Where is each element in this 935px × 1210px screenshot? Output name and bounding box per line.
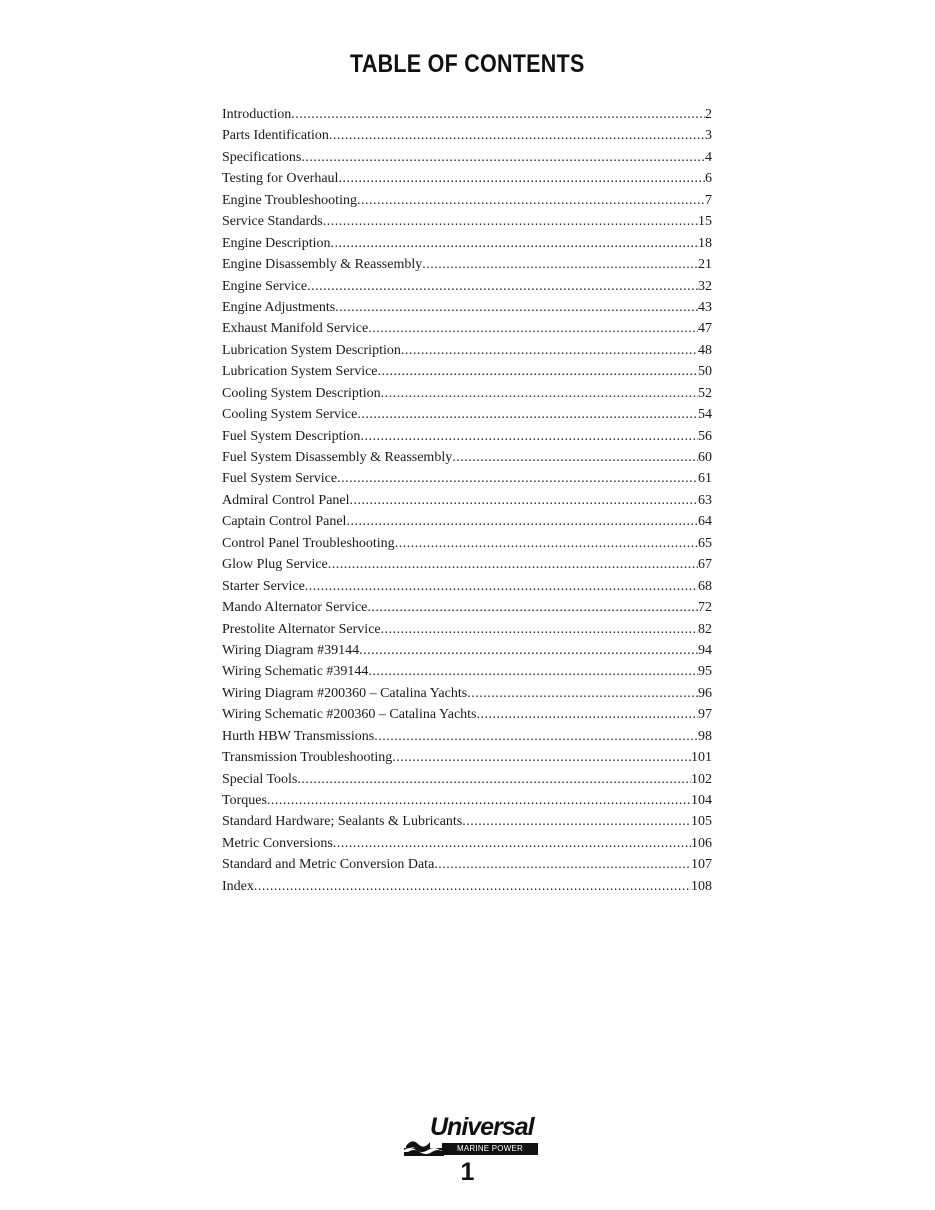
dot-leader [359, 640, 698, 661]
toc-entry-title: Exhaust Manifold Service [222, 321, 369, 337]
dot-leader [367, 597, 698, 618]
toc-entry-page: 106 [691, 835, 712, 851]
dot-leader [467, 683, 698, 704]
toc-entry-title: Fuel System Description [222, 428, 361, 444]
toc-entry-page: 60 [698, 450, 712, 465]
toc-entry-page: 15 [698, 214, 712, 230]
toc-entry-page: 18 [698, 235, 712, 251]
toc-entry-title: Admiral Control Panel [222, 492, 350, 508]
toc-entry [222, 533, 712, 554]
toc-entry-title: Starter Service [222, 578, 305, 594]
brand-tagline: MARINE POWER [442, 1143, 538, 1155]
toc-entry-page: 102 [691, 771, 712, 787]
toc-entry-page: 95 [698, 664, 712, 680]
toc-entry [222, 125, 712, 146]
toc-entry-page: 32 [698, 278, 712, 294]
toc-entry [222, 511, 712, 532]
toc-entry-title: Engine Adjustments [222, 299, 336, 315]
toc-entry-title: Standard Hardware; Sealants & Lubricants [222, 814, 463, 830]
toc-entry-title: Introduction [222, 107, 292, 122]
toc-entry [222, 554, 712, 575]
toc-entry [222, 297, 712, 318]
dot-leader [291, 104, 705, 125]
table-of-contents [222, 104, 712, 897]
toc-entry-title: Engine Description [222, 235, 331, 251]
toc-entry [222, 726, 712, 747]
toc-entry-title: Mando Alternator Service [222, 600, 368, 616]
toc-entry-title: Parts Identification [222, 128, 329, 144]
dot-leader [401, 340, 698, 361]
toc-entry [222, 490, 712, 511]
dot-leader [374, 726, 698, 747]
dot-leader [333, 833, 691, 854]
toc-entry-title: Fuel System Disassembly & Reassembly [222, 450, 453, 465]
toc-entry [222, 704, 712, 725]
toc-entry [222, 276, 712, 297]
toc-entry-page: 67 [698, 557, 712, 573]
toc-entry-page: 96 [698, 685, 712, 701]
toc-entry-page: 7 [705, 192, 712, 208]
toc-entry-page: 21 [698, 257, 712, 273]
toc-entry [222, 211, 712, 232]
toc-entry-page: 68 [698, 578, 712, 594]
toc-entry-title: Control Panel Troubleshooting [222, 535, 395, 551]
toc-entry [222, 254, 712, 275]
toc-entry-title: Transmission Troubleshooting [222, 750, 393, 766]
toc-entry-page: 107 [691, 857, 712, 873]
toc-entry-page: 63 [698, 492, 712, 508]
toc-entry [222, 340, 712, 361]
brand-name: Universal [430, 1113, 534, 1141]
dot-leader [360, 426, 698, 447]
toc-entry-page: 72 [698, 600, 712, 616]
toc-entry-title: Captain Control Panel [222, 514, 347, 530]
toc-entry-title: Engine Service [222, 278, 308, 294]
toc-entry [222, 769, 712, 790]
toc-entry [222, 147, 712, 168]
toc-entry-title: Testing for Overhaul [222, 171, 339, 187]
toc-entry-title: Wiring Schematic #39144 [222, 664, 369, 680]
page-number: 1 [460, 1158, 475, 1186]
toc-entry-page: 65 [698, 535, 712, 551]
dot-leader [392, 747, 691, 768]
toc-entry-page: 82 [698, 621, 712, 637]
dot-leader [368, 318, 698, 339]
toc-entry-title: Special Tools [222, 771, 298, 787]
toc-entry-page: 98 [698, 728, 712, 744]
toc-entry-title: Standard and Metric Conversion Data [222, 857, 435, 873]
dot-leader [477, 704, 698, 725]
toc-entry [222, 683, 712, 704]
toc-entry-title: Wiring Diagram #200360 – Catalina Yachts [222, 685, 468, 701]
toc-entry-title: Engine Disassembly & Reassembly [222, 257, 423, 273]
toc-entry-title: Metric Conversions [222, 835, 333, 851]
toc-entry-title: Fuel System Service [222, 471, 338, 487]
toc-entry [222, 811, 712, 832]
toc-entry-page: 108 [691, 878, 712, 894]
toc-entry-title: Wiring Schematic #200360 – Catalina Yachts [222, 707, 477, 723]
dot-leader [452, 447, 698, 468]
toc-entry-title: Index [222, 878, 254, 894]
toc-entry-page: 2 [705, 107, 712, 122]
toc-entry-page: 4 [705, 149, 712, 165]
page-title: TABLE OF CONTENTS [350, 50, 585, 78]
toc-entry-page: 50 [698, 364, 712, 380]
toc-entry-page: 3 [705, 128, 712, 144]
toc-entry-title: Wiring Diagram #39144 [222, 642, 360, 658]
toc-entry-title: Engine Troubleshooting [222, 192, 357, 208]
toc-entry-title: Hurth HBW Transmissions [222, 728, 375, 744]
universal-marine-power-logo [404, 1112, 536, 1156]
dot-leader [305, 576, 698, 597]
dot-leader [338, 168, 705, 189]
dot-leader [330, 233, 698, 254]
toc-entry [222, 383, 712, 404]
toc-entry [222, 661, 712, 682]
dot-leader [301, 147, 705, 168]
toc-entry [222, 361, 712, 382]
toc-entry [222, 576, 712, 597]
toc-entry [222, 104, 712, 125]
toc-entry [222, 747, 712, 768]
toc-entry [222, 426, 712, 447]
toc-entry-page: 52 [698, 385, 712, 401]
dot-leader [323, 211, 698, 232]
dot-leader [368, 661, 698, 682]
toc-entry-page: 43 [698, 299, 712, 315]
toc-entry-title: Cooling System Description [222, 385, 381, 401]
dot-leader [395, 533, 698, 554]
toc-entry-title: Glow Plug Service [222, 557, 328, 573]
dot-leader [254, 876, 691, 897]
dot-leader [462, 811, 691, 832]
dot-leader [381, 619, 698, 640]
toc-entry-page: 97 [698, 707, 712, 723]
dot-leader [357, 190, 705, 211]
toc-entry [222, 468, 712, 489]
toc-entry-page: 61 [698, 471, 712, 487]
toc-entry [222, 833, 712, 854]
dot-leader [267, 790, 691, 811]
toc-entry [222, 447, 712, 468]
toc-entry [222, 790, 712, 811]
toc-entry-page: 64 [698, 514, 712, 530]
toc-entry-page: 94 [698, 642, 712, 658]
toc-entry-title: Service Standards [222, 214, 323, 230]
toc-entry-page: 48 [698, 342, 712, 358]
toc-entry [222, 168, 712, 189]
toc-entry [222, 619, 712, 640]
toc-entry [222, 233, 712, 254]
dot-leader [329, 125, 705, 146]
toc-entry [222, 854, 712, 875]
dot-leader [337, 468, 698, 489]
toc-entry-page: 47 [698, 321, 712, 337]
toc-entry-page: 6 [705, 171, 712, 187]
toc-entry-page: 104 [691, 793, 712, 808]
toc-entry-title: Lubrication System Description [222, 342, 401, 358]
toc-entry-title: Specifications [222, 149, 302, 165]
toc-entry [222, 404, 712, 425]
dot-leader [381, 383, 698, 404]
dot-leader [335, 297, 698, 318]
dot-leader [434, 854, 691, 875]
dot-leader [328, 554, 698, 575]
dot-leader [422, 254, 698, 275]
toc-entry-title: Cooling System Service [222, 407, 358, 423]
dot-leader [346, 511, 698, 532]
toc-entry-title: Lubrication System Service [222, 364, 378, 380]
dot-leader [297, 769, 691, 790]
toc-entry-page: 56 [698, 428, 712, 444]
toc-entry-title: Torques [222, 793, 267, 808]
dot-leader [378, 361, 698, 382]
toc-entry-page: 101 [691, 750, 712, 766]
toc-entry-page: 54 [698, 407, 712, 423]
dot-leader [357, 404, 698, 425]
toc-entry [222, 597, 712, 618]
toc-entry [222, 640, 712, 661]
toc-entry-page: 105 [691, 814, 712, 830]
toc-entry [222, 190, 712, 211]
toc-entry-title: Prestolite Alternator Service [222, 621, 381, 637]
toc-entry [222, 876, 712, 897]
dot-leader [307, 276, 698, 297]
toc-entry [222, 318, 712, 339]
dot-leader [350, 490, 698, 511]
